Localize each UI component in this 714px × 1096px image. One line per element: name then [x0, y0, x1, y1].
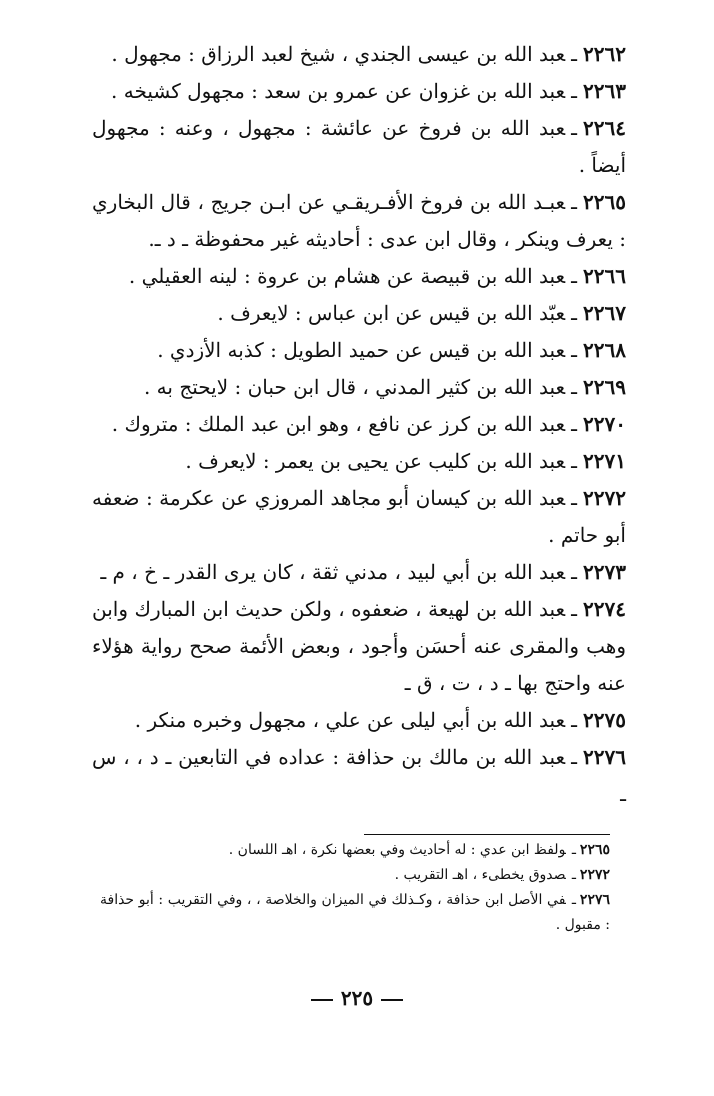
entry-2264: [92, 110, 626, 184]
footnote-text: صدوق يخطىء ، اهـ التقريب .: [394, 867, 566, 883]
entry-number: ٢٢٦٧: [583, 301, 626, 325]
footnote-number: ٢٢٧٢: [579, 867, 610, 883]
footnote-number: ٢٢٦٥: [579, 842, 610, 858]
entry-number: ٢٢٦٦: [583, 264, 626, 288]
entry-2271: [92, 443, 626, 480]
entry-dash: ـ: [571, 338, 578, 362]
entry-2265: [92, 184, 626, 258]
footnotes: [100, 838, 610, 938]
entry-text: عبد الله بن غزوان عن عمرو بن سعد : مجهول كشيخه .: [111, 79, 566, 103]
entry-text: عبـد الله بن فروخ الأفـريقـي عن ابـن جريج ، قال البخاري : يعرف وينكر ، وقال ابن عدى : أحاديثه غير محفوظة ـ د ـ.: [92, 190, 626, 251]
footnote-2276: [100, 888, 610, 938]
entry-dash: ـ: [571, 412, 578, 436]
entry-text: عبد الله بن قبيصة عن هشام بن عروة : لينه العقيلي .: [128, 264, 566, 288]
entry-2266: [92, 258, 626, 295]
entry-number: ٢٢٦٣: [583, 79, 626, 103]
entry-text: عبد الله بن قيس عن حميد الطويل : كذبه الأزدي .: [157, 338, 566, 362]
entry-dash: ـ: [571, 597, 578, 621]
entry-number: ٢٢٧٥: [583, 708, 626, 732]
entry-number: ٢٢٧٠: [583, 412, 626, 436]
footnote-number: ٢٢٧٦: [579, 892, 610, 908]
entry-number: ٢٢٧٢: [583, 486, 626, 510]
page-number: [0, 986, 714, 1010]
entry-dash: ـ: [571, 449, 578, 473]
page-number-text: ٢٢٥: [340, 986, 374, 1010]
entry-text: عبد الله بن كرز عن نافع ، وهو ابن عبد الملك : متروك .: [111, 412, 566, 436]
entry-2268: [92, 332, 626, 369]
entry-dash: ـ: [571, 560, 578, 584]
entry-text: عبد الله بن أبي ليلى عن علي ، مجهول وخبره منكر .: [134, 708, 566, 732]
entry-number: ٢٢٦٥: [583, 190, 626, 214]
entry-dash: ـ: [571, 486, 578, 510]
entry-2273: [92, 554, 626, 591]
entry-2263: [92, 73, 626, 110]
entry-number: ٢٢٦٤: [583, 116, 626, 140]
footnote-dash: ـ: [571, 867, 576, 883]
entry-number: ٢٢٧٦: [583, 745, 626, 769]
footnote-2265: [100, 838, 610, 863]
footnote-text: في الأصل ابن حذافة ، وكـذلك في الميزان والخلاصة ، ، وفي التقريب : أبو حذافة : مقبول .: [100, 892, 610, 933]
entry-2267: [92, 295, 626, 332]
entry-text: عبد الله بن كثير المدني ، قال ابن حبان : لايحتج به .: [143, 375, 566, 399]
entry-list: [92, 36, 626, 813]
entry-number: ٢٢٧٣: [583, 560, 626, 584]
entry-text: عبّد الله بن قيس عن ابن عباس : لايعرف .: [217, 301, 566, 325]
entry-dash: ـ: [571, 79, 578, 103]
separator-rule: [364, 834, 610, 835]
entry-text: عبد الله بن كيسان أبو مجاهد المروزي عن عكرمة : ضعفه أبو حاتم .: [92, 486, 626, 547]
entry-text: عبد الله بن لهيعة ، ضعفوه ، ولكن حديث ابن المبارك وابن وهب والمقرى عنه أحسَن وأجود ، وبعض الأئمة صحح رواية هؤلاء عنه واحتج بها ـ د ، ت ، ق ـ: [92, 597, 626, 695]
entry-text: عبد الله بن كليب عن يحيى بن يعمر : لايعرف .: [185, 449, 566, 473]
entry-dash: ـ: [571, 708, 578, 732]
footnote-text: ولفظ ابن عدي : له أحاديث وفي بعضها نكرة ، اهـ اللسان .: [228, 842, 566, 858]
entry-number: ٢٢٦٨: [583, 338, 626, 362]
entry-2274: [92, 591, 626, 702]
entry-dash: ـ: [571, 301, 578, 325]
entry-2276: [92, 739, 626, 813]
footnote-dash: ـ: [571, 842, 576, 858]
entry-2262: [92, 36, 626, 73]
entry-2269: [92, 369, 626, 406]
entry-text: عبد الله بن عيسى الجندي ، شيخ لعبد الرزاق : مجهول .: [111, 42, 566, 66]
entry-number: ٢٢٧١: [583, 449, 626, 473]
folio-rule-right: [381, 999, 403, 1001]
entry-text: عبد الله بن مالك بن حذافة : عداده في التابعين ـ د ، ، س ـ: [92, 745, 626, 806]
entry-dash: ـ: [571, 42, 578, 66]
entry-text: عبد الله بن فروخ عن عائشة : مجهول ، وعنه : مجهول أيضاً .: [92, 116, 626, 177]
entry-2272: [92, 480, 626, 554]
entry-dash: ـ: [571, 116, 578, 140]
entry-number: ٢٢٦٢: [583, 42, 626, 66]
entry-dash: ـ: [571, 745, 578, 769]
entry-dash: ـ: [571, 375, 578, 399]
entry-2275: [92, 702, 626, 739]
footnote-separator: [364, 810, 610, 840]
entry-dash: ـ: [571, 264, 578, 288]
entry-text: عبد الله بن أبي لبيد ، مدني ثقة ، كان يرى القدر ـ خ ، م ـ: [100, 560, 566, 584]
folio-rule-left: [311, 999, 333, 1001]
footnote-2272: [100, 863, 610, 888]
entry-number: ٢٢٦٩: [583, 375, 626, 399]
entry-number: ٢٢٧٤: [583, 597, 626, 621]
entry-dash: ـ: [571, 190, 578, 214]
entry-2270: [92, 406, 626, 443]
footnote-dash: ـ: [571, 892, 576, 908]
